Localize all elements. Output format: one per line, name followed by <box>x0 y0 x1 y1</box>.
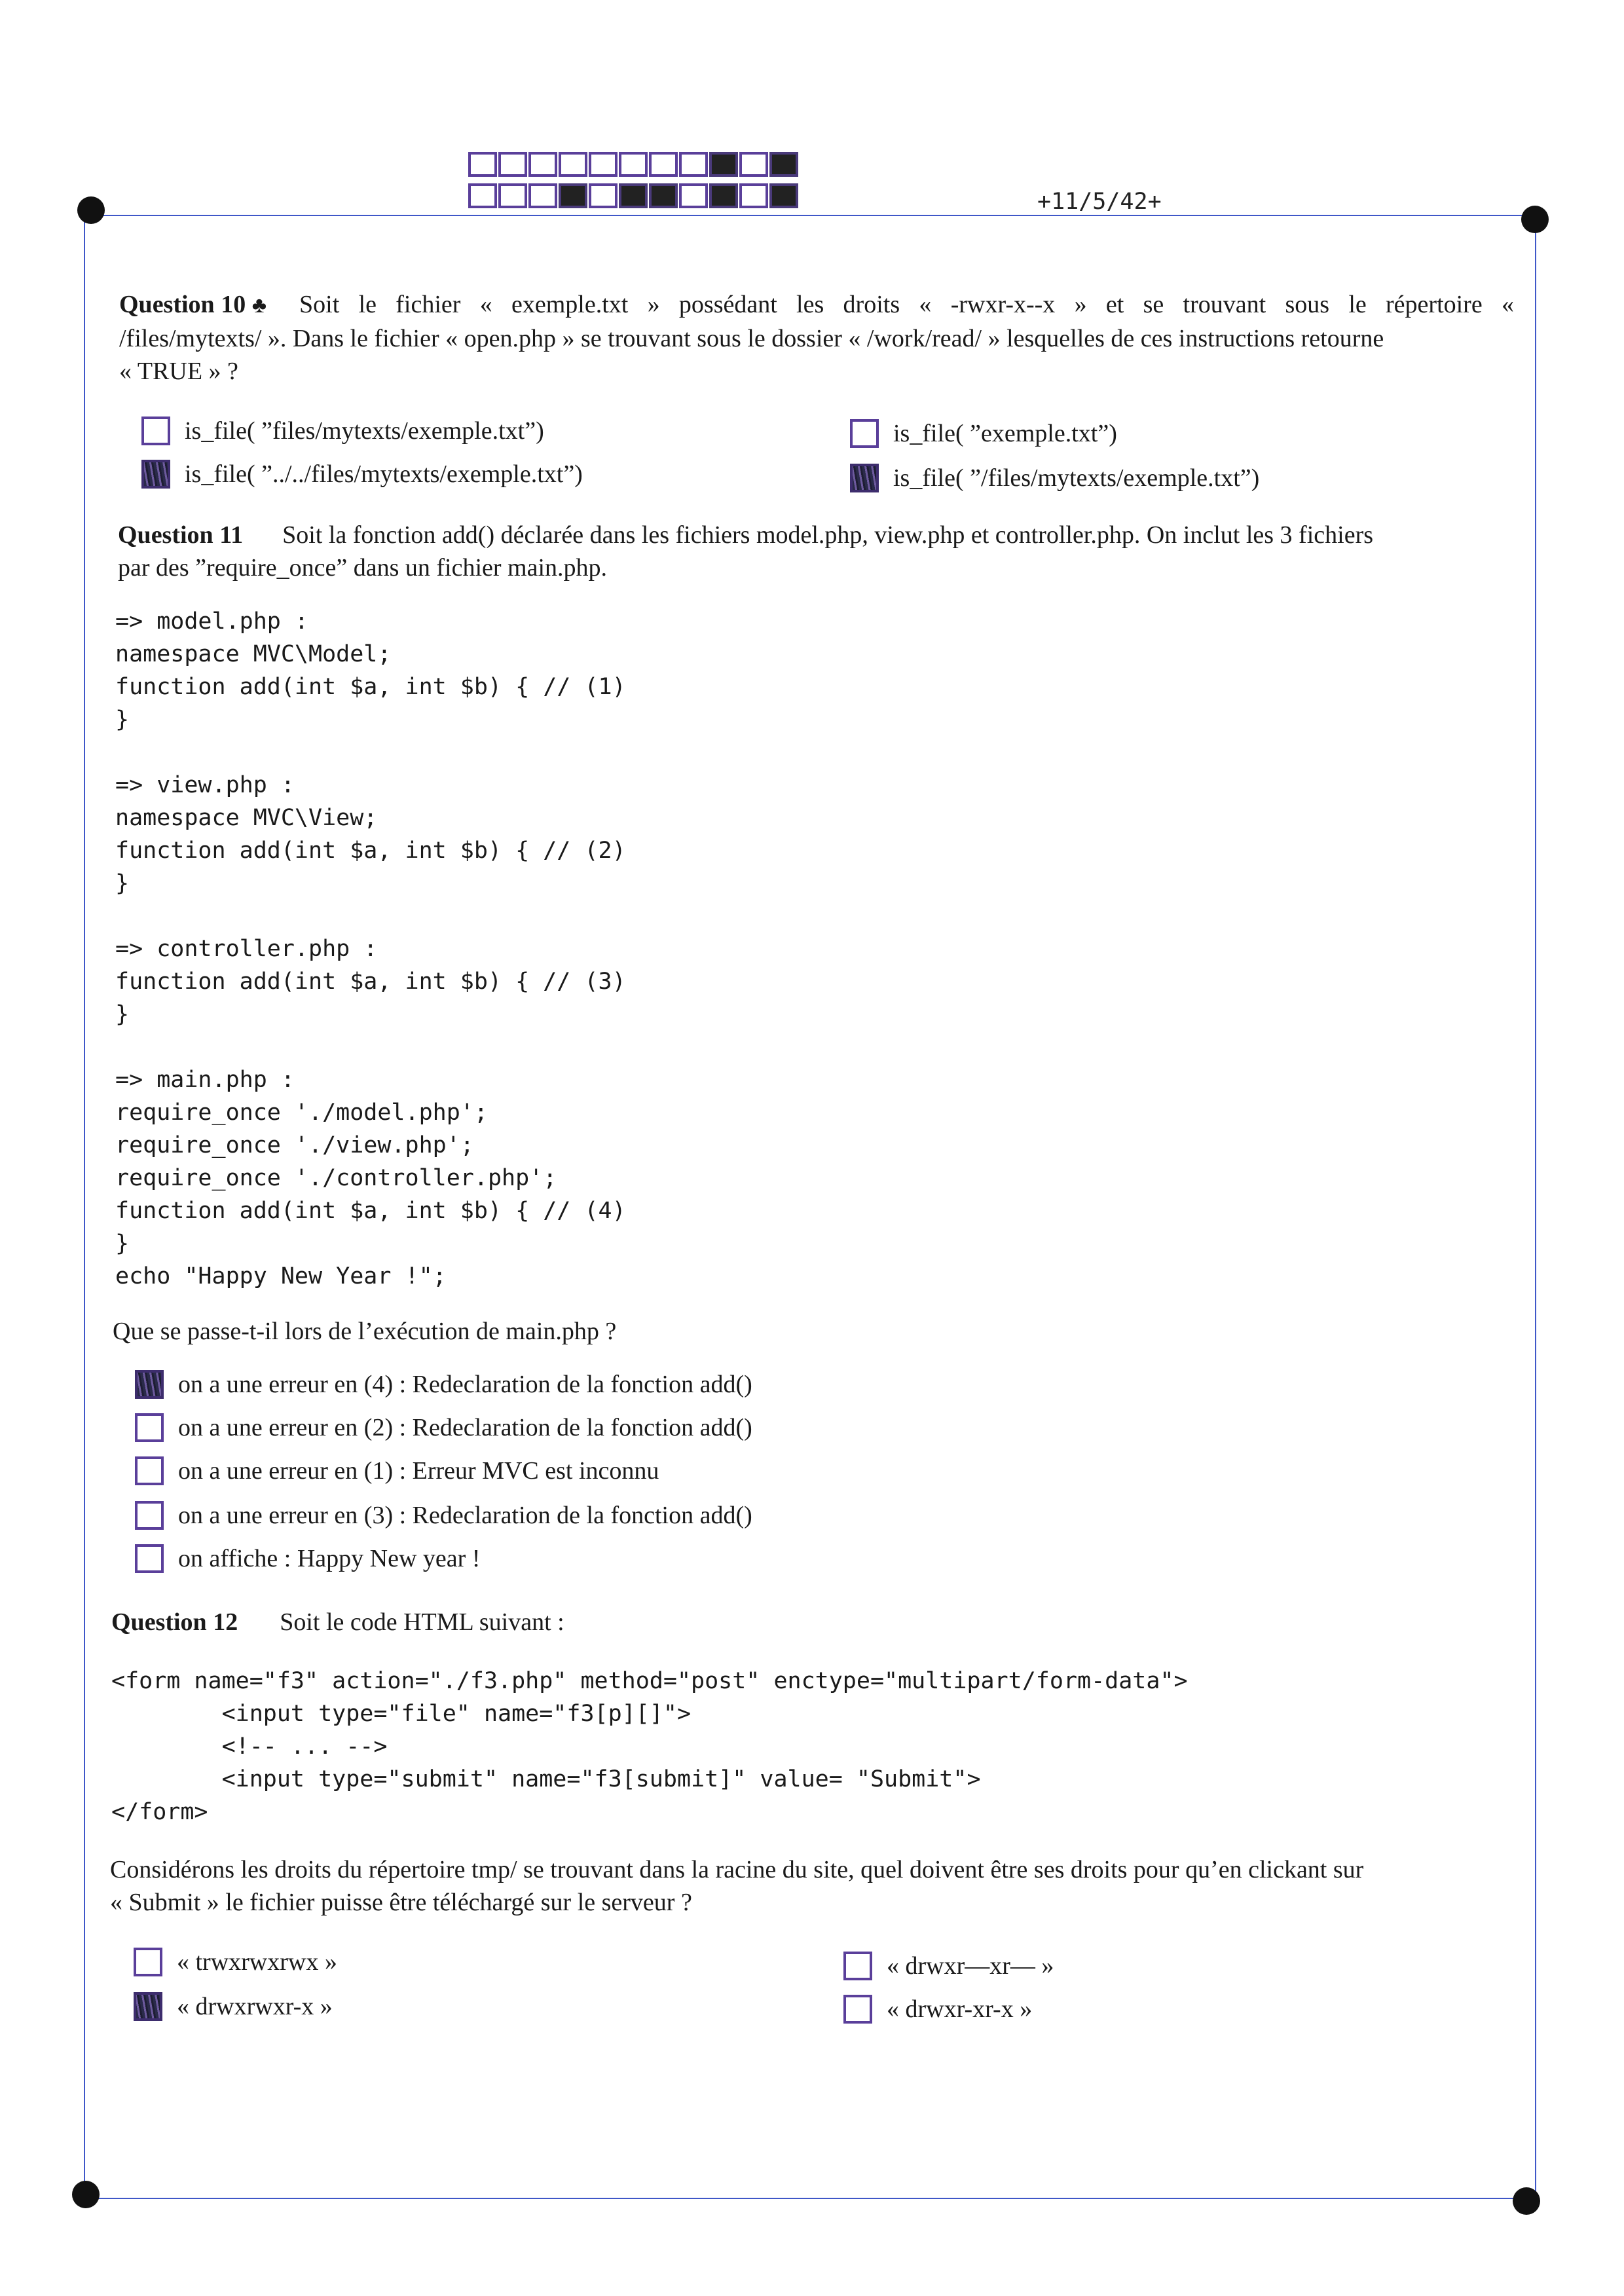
q12-code: <form name="f3" action="./f3.php" method="post" enctype="multipart/form-data"> <input type="file" name="f3[p][]"> <!-- ... --> <input type="submit" name="f3[submit]" value= "Submit"> </form> <box>111 1668 1188 1825</box>
checkbox[interactable] <box>135 1501 164 1530</box>
page-code: +11/5/42+ <box>1037 189 1162 215</box>
checkbox[interactable] <box>850 419 879 448</box>
corner-mark-bottom-right <box>1513 2187 1540 2215</box>
q12-text <box>110 1853 1511 1919</box>
q10-label: Question 10 <box>119 291 246 318</box>
barcode-cell <box>498 183 527 208</box>
checkbox-checked[interactable] <box>135 1370 164 1399</box>
barcode-cell <box>498 152 527 177</box>
q11-line1: Soit la fonction add() déclarée dans les fichiers model.php, view.php et controller.php. On inclut les 3 fichiers <box>282 521 1374 549</box>
q12-option-3[interactable]: « drwxrwxr-x » <box>134 1992 333 2021</box>
checkbox[interactable] <box>843 1952 872 1980</box>
q11-code: => model.php : namespace MVC\Model; function add(int $a, int $b) { // (1) } => view.php : namespace MVC\View; function add(int $a, int $b) { // (2) } => controller.php : function add(int $a, int $b) { // (3) } => main.php : require_once './model.php'; require_once './view.php'; require_once './controller.php'; function add(int $a, int $b) { // (4) } echo "Happy New Year !"; <box>115 608 626 1289</box>
barcode-cell <box>559 183 587 208</box>
q11-option-3[interactable]: on a une erreur en (1) : Erreur MVC est inconnu <box>135 1456 659 1485</box>
checkbox[interactable] <box>135 1456 164 1485</box>
q12-label: Question 12 <box>111 1608 238 1636</box>
barcode-cell <box>679 152 708 177</box>
checkbox[interactable] <box>141 417 170 445</box>
q11-option-2[interactable]: on a une erreur en (2) : Redeclaration de la fonction add() <box>135 1413 752 1442</box>
q11-prompt: Que se passe-t-il lors de l’exécution de main.php ? <box>113 1318 617 1345</box>
q10-line2: /files/mytexts/ ». Dans le fichier « open.php » se trouvant sous le dossier « /work/read/ » lesquelles de ces instructions retourne <box>119 325 1384 352</box>
barcode-cell <box>468 152 497 177</box>
barcode-cell <box>739 183 768 208</box>
barcode-cell <box>679 183 708 208</box>
corner-mark-bottom-left <box>72 2181 100 2208</box>
barcode-cell <box>649 183 678 208</box>
q11-option-5[interactable]: on affiche : Happy New year ! <box>135 1544 480 1573</box>
q11-line2: par des ”require_once” dans un fichier main.php. <box>118 554 608 582</box>
barcode-row-2 <box>468 183 800 208</box>
checkbox-checked[interactable] <box>134 1992 162 2021</box>
q10-line1: Soit le fichier « exemple.txt » possédant les droits « -rwxr-x--x » et se trouvant sous le répertoire « <box>299 291 1514 318</box>
barcode-cell <box>589 152 618 177</box>
checkbox[interactable] <box>843 1995 872 2024</box>
q12-intro: Soit le code HTML suivant : <box>280 1608 564 1636</box>
checkbox-checked[interactable] <box>850 464 879 492</box>
club-icon: ♣ <box>251 293 267 318</box>
q11-option-1[interactable]: on a une erreur en (4) : Redeclaration de la fonction add() <box>135 1370 752 1399</box>
barcode-cell <box>528 183 557 208</box>
barcode-cell <box>589 183 618 208</box>
q12-option-2[interactable]: « drwxr—xr— » <box>843 1952 1054 1980</box>
q11-option-4[interactable]: on a une erreur en (3) : Redeclaration de la fonction add() <box>135 1501 752 1530</box>
corner-mark-top-right <box>1521 206 1549 233</box>
barcode-cell <box>619 183 648 208</box>
q12-option-4[interactable]: « drwxr-xr-x » <box>843 1995 1032 2024</box>
barcode-cell <box>649 152 678 177</box>
barcode-cell <box>528 152 557 177</box>
q11-label: Question 11 <box>118 521 244 549</box>
barcode-cell <box>709 183 738 208</box>
checkbox[interactable] <box>134 1948 162 1976</box>
q10-option-3[interactable]: is_file( ”../../files/mytexts/exemple.txt”) <box>141 460 583 489</box>
checkbox-checked[interactable] <box>141 460 170 489</box>
barcode-cell <box>468 183 497 208</box>
q12-line2: « Submit » le fichier puisse être téléchargé sur le serveur ? <box>110 1889 692 1916</box>
barcode-cell <box>619 152 648 177</box>
q10-option-4[interactable]: is_file( ”/files/mytexts/exemple.txt”) <box>850 464 1259 492</box>
barcode-cell <box>769 183 798 208</box>
q11-text <box>118 519 1513 584</box>
barcode-cell <box>769 152 798 177</box>
q10-option-1[interactable]: is_file( ”files/mytexts/exemple.txt”) <box>141 417 544 445</box>
q10-line3: « TRUE » ? <box>119 358 238 385</box>
barcode-cell <box>709 152 738 177</box>
corner-mark-top-left <box>77 196 105 224</box>
q12-option-1[interactable]: « trwxrwxrwx » <box>134 1948 337 1976</box>
barcode-cell <box>739 152 768 177</box>
checkbox[interactable] <box>135 1413 164 1442</box>
q12-line1: Considérons les droits du répertoire tmp/ se trouvant dans la racine du site, quel doivent être ses droits pour qu’en clickant sur <box>110 1856 1364 1883</box>
q12-heading <box>111 1606 564 1639</box>
checkbox[interactable] <box>135 1544 164 1573</box>
barcode-cell <box>559 152 587 177</box>
q10-text <box>119 288 1514 388</box>
q10-option-2[interactable]: is_file( ”exemple.txt”) <box>850 419 1117 448</box>
barcode-row-1 <box>468 152 800 177</box>
